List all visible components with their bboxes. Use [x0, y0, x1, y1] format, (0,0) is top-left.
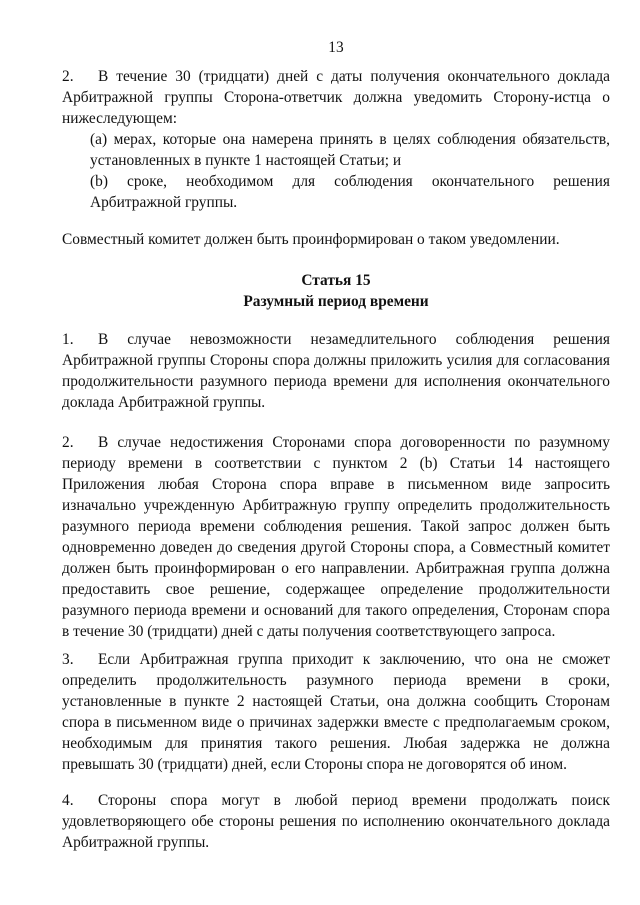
- paragraph-number: 3.: [62, 651, 74, 668]
- paragraph-text: Стороны спора могут в любой период времени продолжать поиск удовлетворяющего обе стороны решения по исполнению окончательного доклада Арбитражной группы.: [62, 792, 610, 851]
- paragraph-text: В случае недостижения Сторонами спора договоренности по разумному периоду времени в соответствии с пунктом 2 (b) Статьи 14 настоящего Приложения любая Сторона спора вправе в письменном виде запросить изначально учрежденную Арбитражную группу определить продолжительность разумного периода времени соблюдения решения. Такой запрос должен быть одновременно доведен до сведения другой Стороны спора, а Совместный комитет должен быть проинформирован о его направлении. Арбитражная группа должна предоставить свое решение, содержащее определение продолжительности разумного периода времени и оснований для такого определения, Сторонам спора в течение 30 (тридцати) дней с даты получения соответствующего запроса.: [62, 434, 610, 640]
- article15-paragraph-1: [62, 329, 610, 413]
- paragraph-number: 2.: [62, 68, 74, 85]
- article15-subtitle: Разумный период времени: [243, 293, 429, 310]
- article15-paragraph-4: [62, 790, 610, 853]
- article15-paragraph-3: [62, 649, 610, 775]
- article14-item-a: (a) мерах, которые она намерена принять в целях соблюдения обязательств, установленных в пункте 1 настоящей Статьи; и: [90, 131, 610, 169]
- paragraph-number: 1.: [62, 331, 74, 348]
- article14-closing: Совместный комитет должен быть проинформирован о таком уведомлении.: [62, 231, 560, 248]
- article14-paragraph-2: [62, 66, 610, 129]
- page-number: 13: [328, 39, 344, 56]
- paragraph-text: В случае невозможности незамедлительного соблюдения решения Арбитражной группы Стороны спора должны приложить усилия для согласования продолжительности разумного периода времени для исполнения окончательного доклада Арбитражной группы.: [62, 331, 610, 411]
- article15-title: Статья 15: [301, 272, 371, 289]
- paragraph-number: 4.: [62, 792, 74, 809]
- paragraph-text: Если Арбитражная группа приходит к заключению, что она не сможет определить продолжительность разумного периода времени в сроки, установленные в пункте 2 настоящей Статьи, она должна сообщить Сторонам спора в письменном виде о причинах задержки вместе с предполагаемым сроком, необходимым для принятия такого решения. Любая задержка не должна превышать 30 (тридцати) дней, если Стороны спора не договорятся об ином.: [62, 651, 610, 773]
- paragraph-text: В течение 30 (тридцати) дней с даты получения окончательного доклада Арбитражной группы Сторона-ответчик должна уведомить Сторону-истца о нижеследующем:: [62, 68, 610, 127]
- article14-item-b: (b) сроке, необходимом для соблюдения окончательного решения Арбитражной группы.: [90, 173, 610, 211]
- paragraph-number: 2.: [62, 434, 74, 451]
- article15-paragraph-2: [62, 432, 610, 642]
